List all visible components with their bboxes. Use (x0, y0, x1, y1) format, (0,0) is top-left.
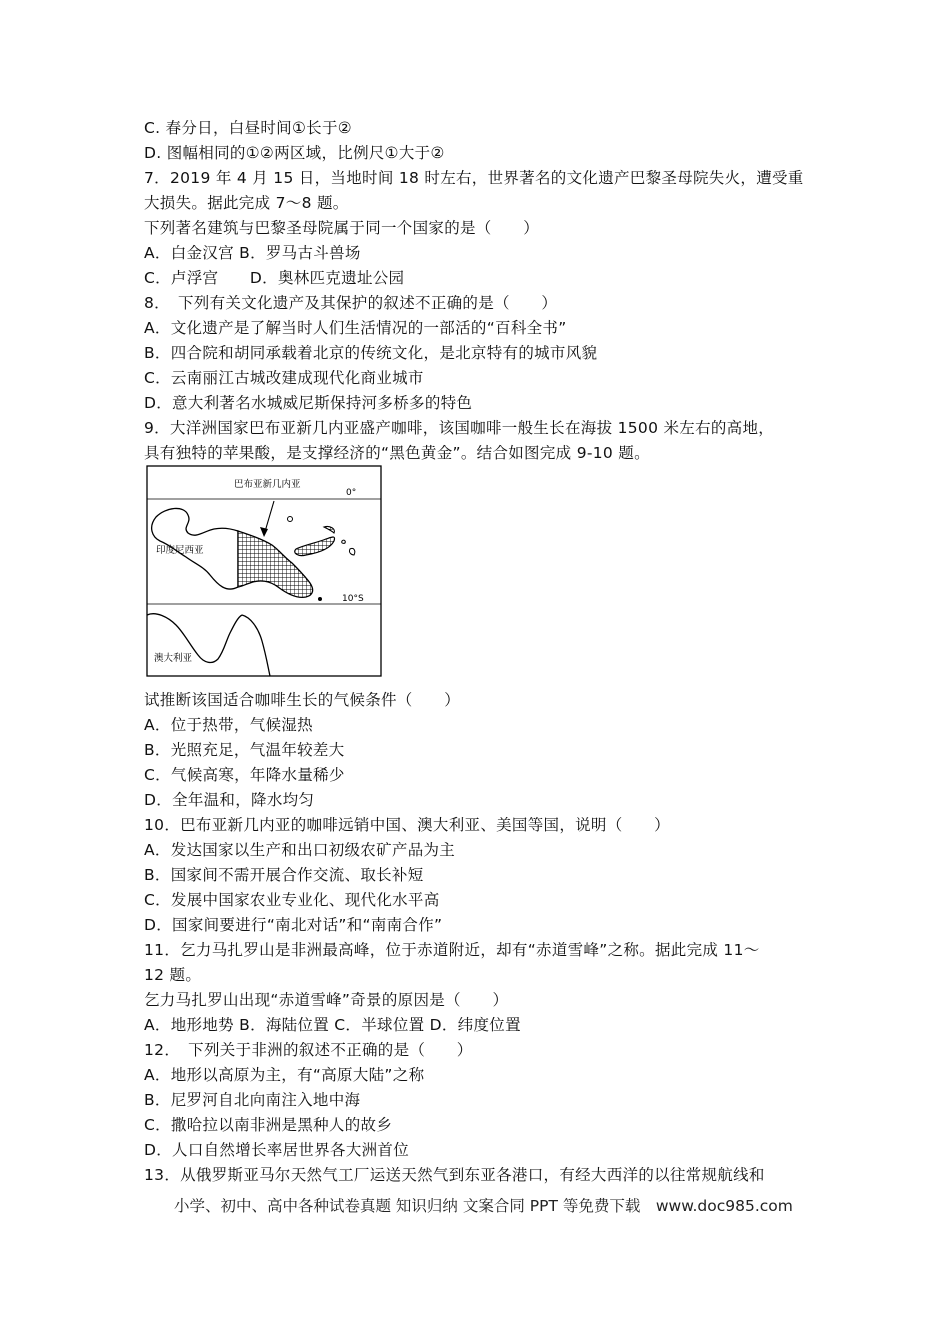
text-line: 试推断该国适合咖啡生长的气候条件（ ） (144, 691, 461, 709)
option-line: D．人口自然增长率居世界各大洲首位 (144, 1141, 410, 1159)
option-line: B．国家间不需开展合作交流、取长补短 (144, 866, 424, 884)
question-9: 9．大洋洲国家巴布亚新几内亚盛产咖啡，该国咖啡一般生长在海拔 1500 米左右的高地， (144, 419, 775, 437)
question-11: 11．乞力马扎罗山是非洲最高峰，位于赤道附近，却有“赤道雪峰”之称。据此完成 11～ (144, 941, 760, 959)
option-line: D．全年温和，降水均匀 (144, 791, 315, 809)
option-line: C．气候高寒，年降水量稀少 (144, 766, 345, 784)
option-line: C．云南丽江古城改建成现代化商业城市 (144, 369, 424, 387)
option-line: C．发展中国家农业专业化、现代化水平高 (144, 891, 440, 909)
label-indonesia: 印度尼西亚 (156, 545, 204, 556)
page-footer: 小学、初中、高中各种试卷真题 知识归纳 文案合同 PPT 等免费下载 www.doc985.com (174, 1197, 793, 1215)
question-10: 10．巴布亚新几内亚的咖啡远销中国、澳大利亚、美国等国，说明（ ） (144, 816, 670, 834)
option-line: A．地形以高原为主，有“高原大陆”之称 (144, 1066, 425, 1084)
option-line: A．发达国家以生产和出口初级农矿产品为主 (144, 841, 456, 859)
option-line: C．卢浮宫 D．奥林匹克遗址公园 (144, 269, 405, 287)
text-line: 具有独特的苹果酸，是支撑经济的“黑色黄金”。结合如图完成 9-10 题。 (144, 444, 650, 462)
option-line: D．国家间要进行“南北对话”和“南南合作” (144, 916, 443, 934)
option-line: A．文化遗产是了解当时人们生活情况的一部活的“百科全书” (144, 319, 567, 337)
papua-new-guinea-map (146, 465, 382, 677)
option-line: B．尼罗河自北向南注入地中海 (144, 1091, 361, 1109)
text-line: C. 春分日，白昼时间①长于② (144, 119, 352, 137)
text-line: 下列著名建筑与巴黎圣母院属于同一个国家的是（ ） (144, 219, 540, 237)
question-12: 12． 下列关于非洲的叙述不正确的是（ ） (144, 1041, 473, 1059)
label-equator: 0° (346, 488, 357, 498)
label-australia: 澳大利亚 (154, 653, 193, 664)
question-8: 8． 下列有关文化遗产及其保护的叙述不正确的是（ ） (144, 294, 558, 312)
option-line: A．地形地势 B．海陆位置 C．半球位置 D．纬度位置 (144, 1016, 521, 1034)
option-line: A．位于热带，气候湿热 (144, 716, 313, 734)
text-line: D. 图幅相同的①②两区域，比例尺①大于② (144, 144, 445, 162)
text-line: 12 题。 (144, 966, 202, 984)
option-line: C．撒哈拉以南非洲是黑种人的故乡 (144, 1116, 393, 1134)
question-13: 13．从俄罗斯亚马尔天然气工厂运送天然气到东亚各港口，有经大西洋的以往常规航线和 (144, 1166, 765, 1184)
label-png: 巴布亚新几内亚 (234, 479, 301, 490)
label-10s: 10°S (342, 594, 364, 604)
question-7: 7．2019 年 4 月 15 日，当地时间 18 时左右，世界著名的文化遗产巴黎圣母院失火，遭受重 (144, 169, 804, 187)
option-line: A．白金汉宫 B．罗马古斗兽场 (144, 244, 361, 262)
option-line: D．意大利著名水城威尼斯保持河多桥多的特色 (144, 394, 473, 412)
option-line: B．四合院和胡同承载着北京的传统文化，是北京特有的城市风貌 (144, 344, 598, 362)
option-line: B．光照充足，气温年较差大 (144, 741, 345, 759)
text-line: 乞力马扎罗山出现“赤道雪峰”奇景的原因是（ ） (144, 991, 509, 1009)
text-line: 大损失。据此完成 7～8 题。 (144, 194, 349, 212)
